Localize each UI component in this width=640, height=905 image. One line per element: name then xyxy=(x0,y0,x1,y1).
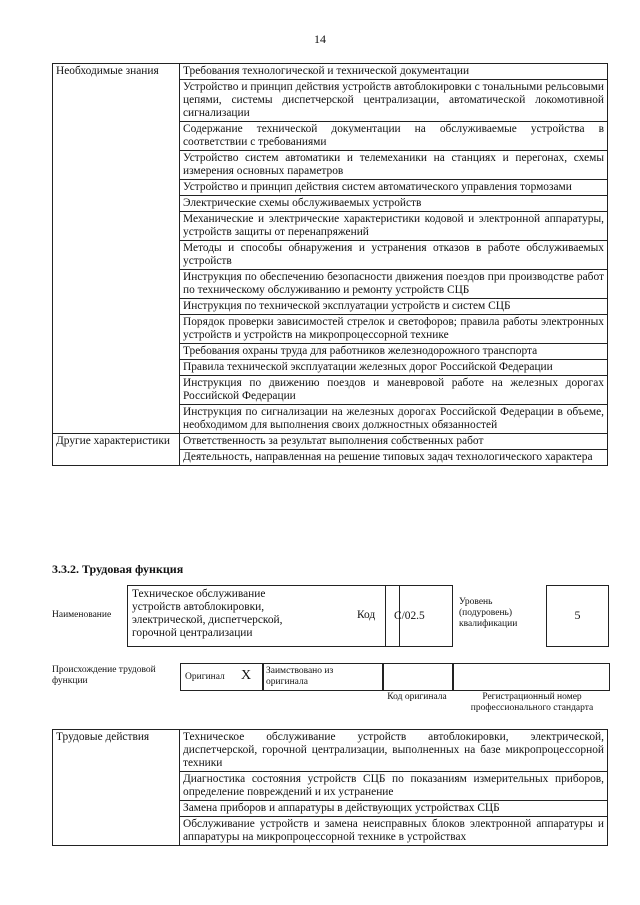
requirement-cell: Деятельность, направленная на решение типовых задач технологического характера xyxy=(180,450,608,466)
origin-label: Происхождение трудовой функции xyxy=(52,665,156,686)
requirement-cell: Инструкция по движению поездов и маневровой работе на железных дорогах Российской Федерации xyxy=(180,376,608,405)
labor-actions-table xyxy=(52,729,608,846)
original-label: Оригинал xyxy=(185,672,225,682)
level-label: Уровень (подуровень) квалификации xyxy=(459,597,518,629)
requirement-cell: Порядок проверки зависимостей стрелок и светофоров; правила работы электронных устройств и устройств на микропроцессорной технике xyxy=(180,315,608,344)
requirement-cell: Требования технологической и технической документации xyxy=(180,64,608,80)
group-label: Другие характеристики xyxy=(53,434,180,466)
table-row xyxy=(53,730,608,772)
name-value: Техническое обслуживание устройств автоблокировки, электрической, диспетчерской, горочной централизации xyxy=(132,588,283,639)
requirement-cell: Требования охраны труда для работников железнодорожного транспорта xyxy=(180,344,608,360)
code-value: C/02.5 xyxy=(394,610,425,622)
action-cell: Обслуживание устройств и замена неисправных блоков электронной аппаратуры и аппаратуры на микропроцессорной технике в устройствах xyxy=(180,817,608,846)
requirement-cell: Инструкция по обеспечению безопасности движения поездов при производстве работ по техническому обслуживанию и ремонту устройств СЦБ xyxy=(180,270,608,299)
action-cell: Техническое обслуживание устройств автоблокировки, электрической, диспетчерской, горочной централизации, выполненных на базе микропроцессорной техники xyxy=(180,730,608,772)
level-box xyxy=(546,585,609,647)
original-cell xyxy=(180,663,264,691)
group-label: Трудовые действия xyxy=(53,730,180,846)
requirement-cell: Правила технической эксплуатации железных дорог Российской Федерации xyxy=(180,360,608,376)
requirement-cell: Содержание технической документации на обслуживаемые устройства в соответствии с требованиями xyxy=(180,122,608,151)
requirement-cell: Инструкция по сигнализации на железных дорогах Российской Федерации в объеме, необходимом для выполнения своих должностных обязанностей xyxy=(180,405,608,434)
original-mark: X xyxy=(241,668,252,683)
borrowed-label: Заимствовано из оригинала xyxy=(266,666,334,687)
reg-number-cell xyxy=(452,663,610,691)
borrowed-cell xyxy=(262,663,384,691)
group-label: Необходимые знания xyxy=(53,64,180,434)
section-title: 3.3.2. Трудовая функция xyxy=(52,562,184,576)
requirement-cell: Электрические схемы обслуживаемых устройств xyxy=(180,196,608,212)
code-box xyxy=(385,585,453,647)
page-number: 14 xyxy=(314,32,326,46)
code-origin-cell xyxy=(382,663,454,691)
requirement-cell: Устройство и принцип действия систем автоматического управления тормозами xyxy=(180,180,608,196)
requirement-cell: Инструкция по технической эксплуатации устройств и систем СЦБ xyxy=(180,299,608,315)
action-cell: Замена приборов и аппаратуры в действующих устройствах СЦБ xyxy=(180,801,608,817)
requirement-cell: Механические и электрические характеристики кодовой и электронной аппаратуры, устройств защиты от перенапряжений xyxy=(180,212,608,241)
knowledge-table xyxy=(52,63,608,466)
requirement-cell: Устройство и принцип действия устройств автоблокировки с тональными рельсовыми цепями, системы диспетчерской централизации, автоматической локомотивной сигнализации xyxy=(180,80,608,122)
level-value: 5 xyxy=(574,608,581,622)
table-row xyxy=(53,64,608,80)
code-label: Код xyxy=(357,609,376,621)
name-label: Наименование xyxy=(52,610,112,620)
reg-number-caption: Регистрационный номер профессионального стандарта xyxy=(470,692,594,713)
requirement-cell: Ответственность за результат выполнения собственных работ xyxy=(180,434,608,450)
labor-function-block xyxy=(52,585,608,647)
code-origin-caption: Код оригинала xyxy=(387,692,447,702)
requirement-cell: Методы и способы обнаружения и устранения отказов в работе обслуживаемых устройств xyxy=(180,241,608,270)
action-cell: Диагностика состояния устройств СЦБ по показаниям измерительных приборов, определение повреждений и их устранение xyxy=(180,772,608,801)
requirement-cell: Устройство систем автоматики и телемеханики на станциях и перегонах, схемы измерения основных параметров xyxy=(180,151,608,180)
table-row xyxy=(53,434,608,450)
